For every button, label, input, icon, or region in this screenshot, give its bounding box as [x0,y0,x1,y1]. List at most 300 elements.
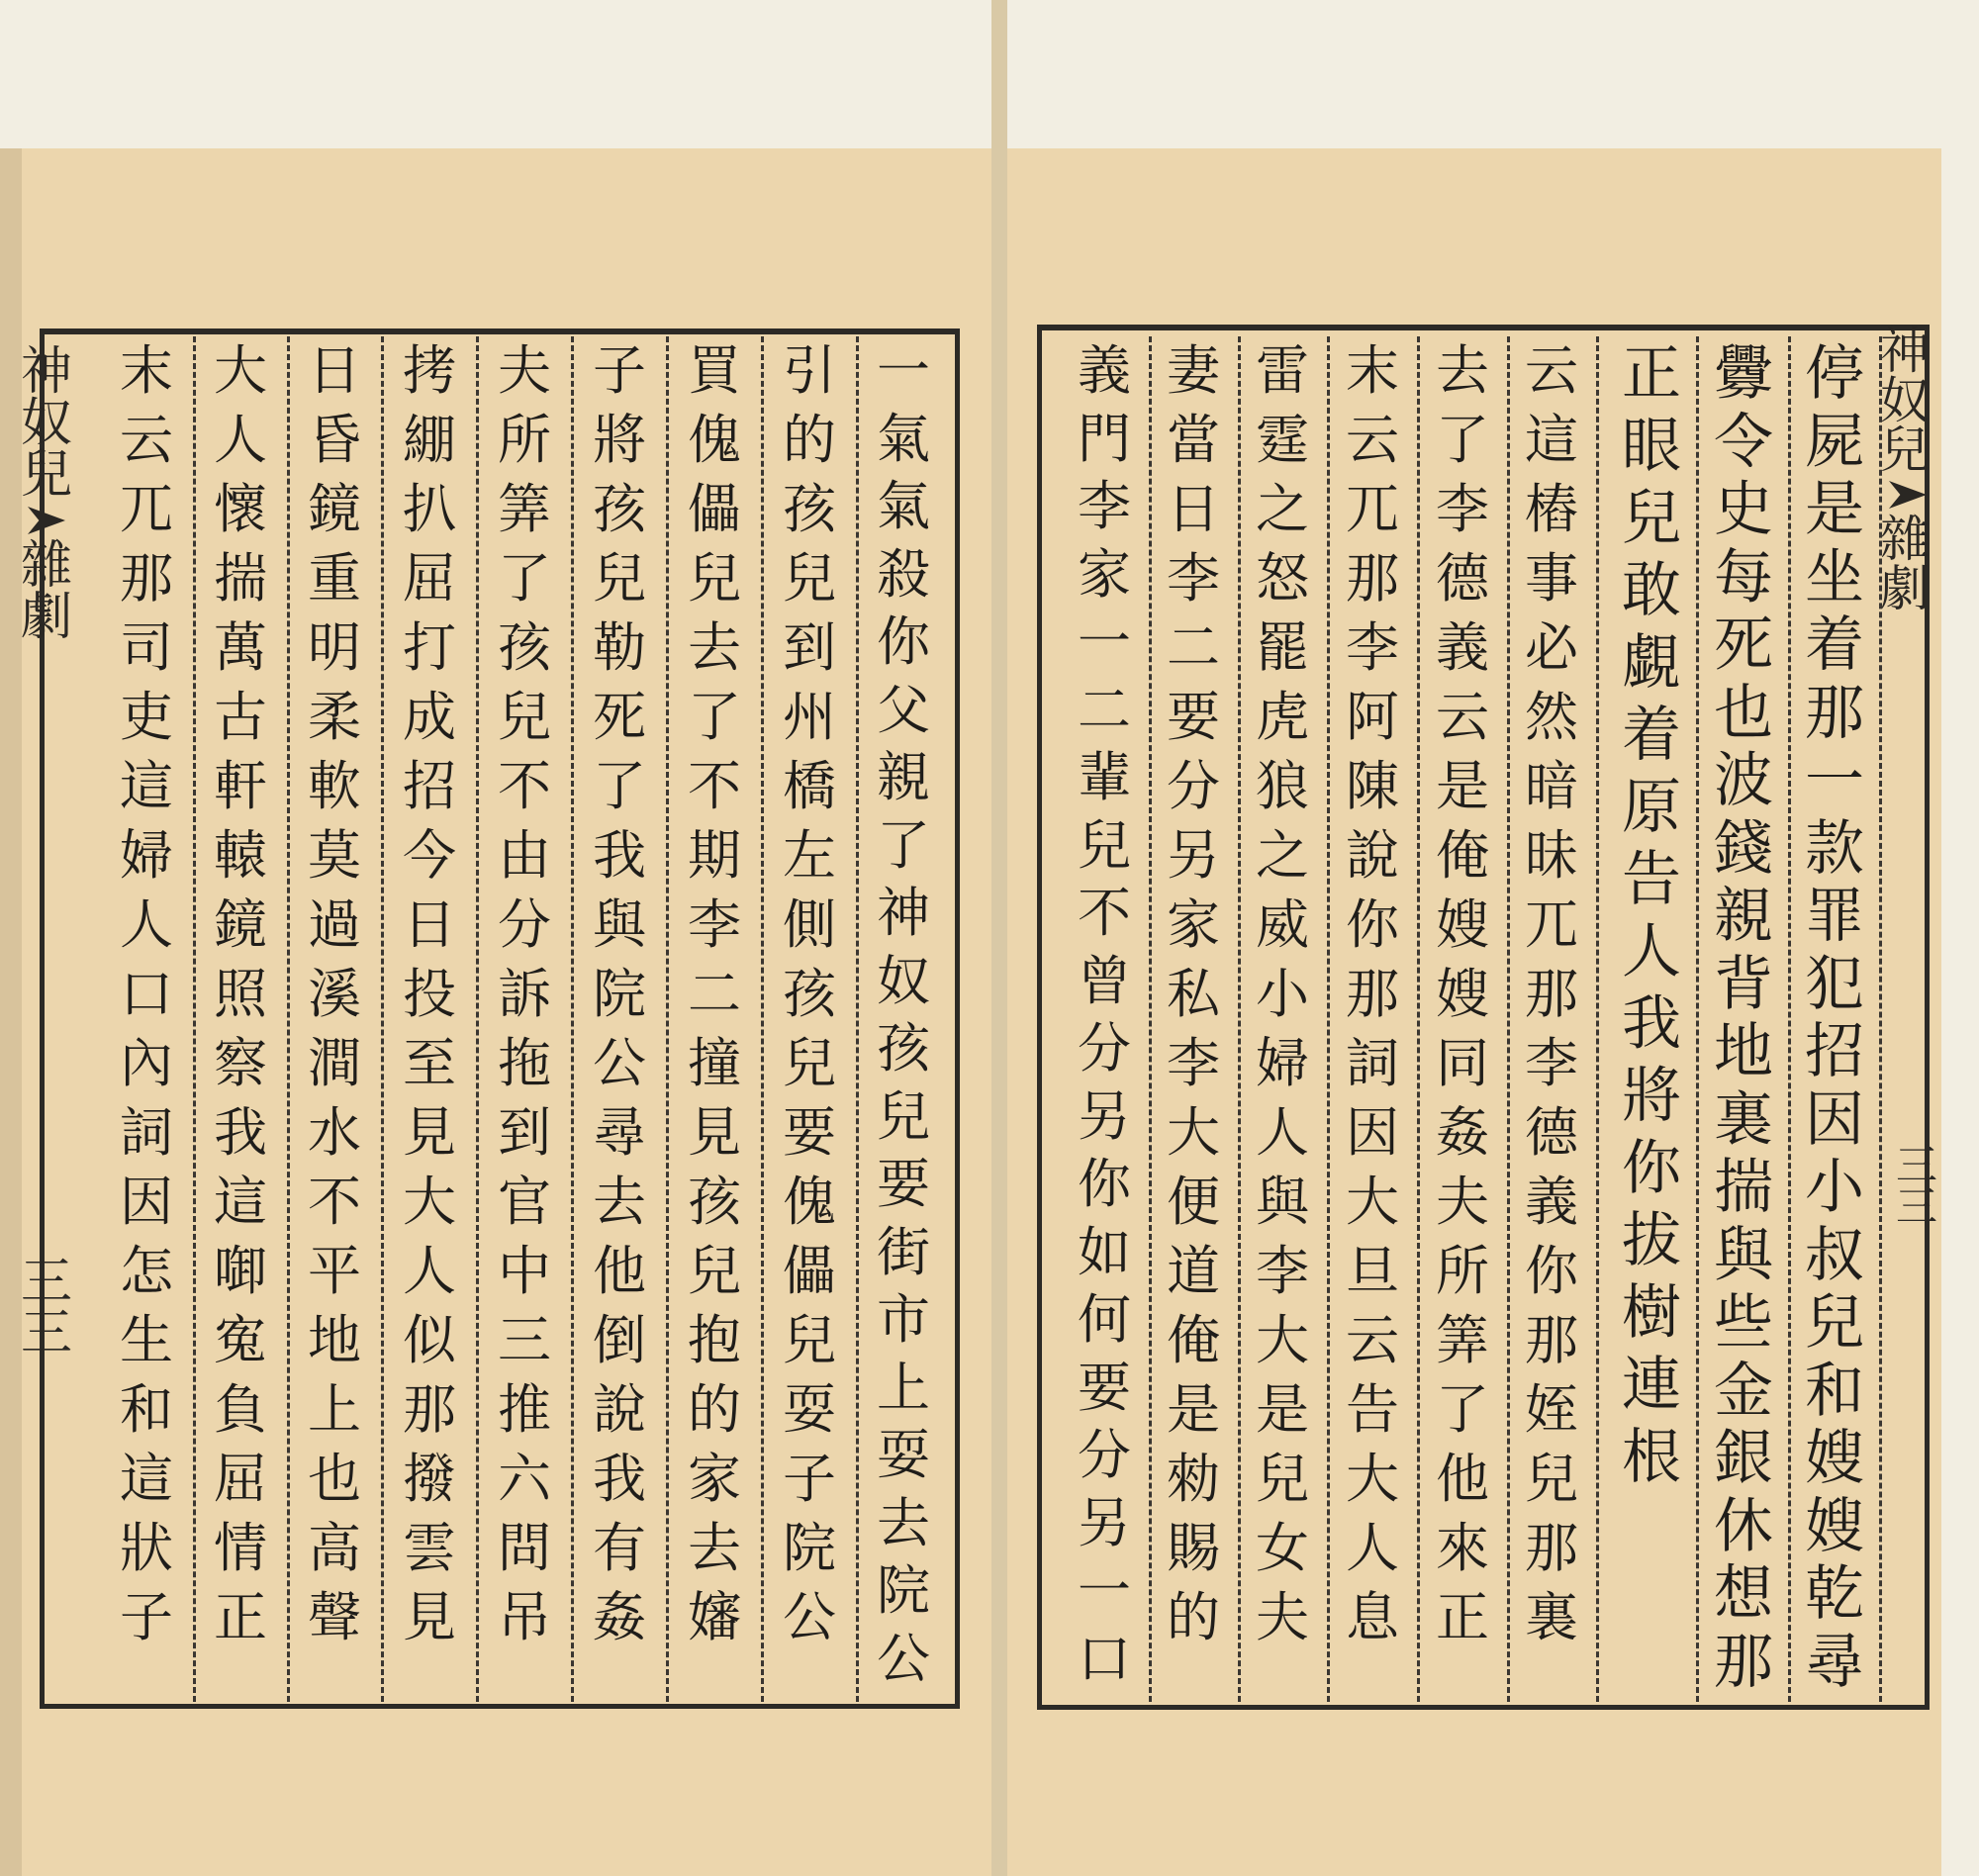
glyph: 婦 [120,824,173,887]
glyph: 輩 [1078,746,1131,808]
glyph: 子 [593,339,646,402]
glyph: 之 [1256,824,1309,887]
right-verse-column [1702,339,1785,1700]
glyph: 雲 [403,1517,456,1579]
glyph: 左 [783,824,836,887]
glyph: 想 [1714,1559,1773,1629]
glyph: 屍 [1805,407,1864,477]
glyph: 神 [877,882,930,944]
glyph: 孩 [498,616,551,679]
glyph: 門 [1078,407,1131,470]
glyph: 夫 [1436,1171,1489,1233]
glyph: 俺 [1436,824,1489,887]
glyph: 女 [1256,1517,1309,1579]
glyph: 大 [214,339,267,402]
glyph: 因 [120,1171,173,1233]
glyph: 也 [1714,678,1773,748]
column-rule [1327,336,1330,1702]
glyph: 那 [1346,547,1399,610]
glyph: 的 [1167,1586,1220,1648]
glyph: 不 [1078,882,1131,944]
glyph: 明 [308,616,361,679]
glyph: 人 [120,893,173,956]
glyph: 孩 [783,963,836,1025]
glyph: 兒 [1622,484,1681,553]
glyph: 那 [1714,1627,1773,1697]
glyph: 乾 [1805,1559,1864,1629]
glyph: 是 [1805,475,1864,544]
glyph: 打 [403,616,456,679]
glyph: 傀 [688,409,741,471]
glyph: 云 [1346,1309,1399,1371]
glyph: 殺 [877,542,930,606]
glyph: 筭 [498,478,551,540]
glyph: 父 [877,678,930,741]
glyph: 扒 [403,478,456,540]
glyph: 同 [1436,1032,1489,1094]
glyph: 訴 [498,963,551,1025]
glyph: 人 [214,409,267,471]
column-rule [1696,336,1699,1702]
glyph: 兒 [688,1240,741,1302]
column-rule [381,336,384,1702]
glyph: 古 [214,686,267,748]
glyph: 的 [783,409,836,471]
glyph: 停 [1805,339,1864,409]
glyph: 懷 [214,478,267,540]
glyph: 波 [1714,746,1773,815]
glyph: 道 [1167,1240,1220,1302]
column-rule [1417,336,1420,1702]
glyph: 這 [214,1171,267,1233]
glyph: 三 [21,1304,73,1363]
glyph: 兒 [1880,422,1930,479]
glyph: 兒 [783,1032,836,1094]
glyph: 拷 [403,339,456,402]
glyph: 了 [688,686,741,748]
right-text-column [1069,339,1140,1700]
glyph: 你 [1078,1153,1131,1215]
glyph: 李 [1346,616,1399,679]
glyph: 尋 [593,1101,646,1164]
glyph: 嫂 [1805,1424,1864,1493]
glyph: 尋 [1805,1627,1864,1697]
glyph: 嬸 [688,1586,741,1648]
fish-tail-mark-icon [28,507,65,534]
glyph: 兒 [783,547,836,610]
glyph: 犯 [1805,949,1864,1019]
glyph: 不 [688,755,741,817]
glyph: 要 [1167,686,1220,748]
left-text-column [394,339,465,1700]
glyph: 家 [1078,542,1131,606]
glyph: 我 [593,824,646,887]
right-verse-column [1793,339,1876,1700]
glyph: 筭 [1436,1309,1489,1371]
glyph: 詞 [120,1101,173,1164]
glyph: 大 [1256,1309,1309,1371]
column-rule [1596,336,1599,1702]
glyph: 一 [1078,1559,1131,1622]
glyph: 拖 [498,1032,551,1094]
glyph: 孩 [593,478,646,540]
glyph: 末 [120,339,173,402]
glyph: 婦 [1256,1032,1309,1094]
right-text-column [1158,339,1229,1700]
glyph: 我 [214,1101,267,1164]
glyph: 有 [593,1517,646,1579]
glyph: 着 [1805,610,1864,680]
glyph: 子 [783,1448,836,1510]
glyph: 人 [1622,917,1681,986]
glyph: 李 [1078,475,1131,537]
glyph: 那 [1525,1517,1578,1579]
glyph: 你 [1525,1240,1578,1302]
glyph: 負 [214,1378,267,1441]
glyph: 啣 [214,1240,267,1302]
glyph: 聲 [308,1586,361,1648]
glyph: 樹 [1622,1278,1681,1348]
glyph: 內 [120,1032,173,1094]
glyph: 水 [308,1101,361,1164]
glyph: 不 [308,1171,361,1233]
right-header-column [1880,323,1935,617]
glyph: 三 [498,1309,551,1371]
glyph: 連 [1622,1351,1681,1420]
glyph: 口 [1078,1627,1131,1690]
glyph: 將 [593,409,646,471]
glyph: 神 [21,342,73,402]
glyph: 院 [593,963,646,1025]
glyph: 是 [1436,755,1489,817]
glyph: 李 [1167,547,1220,610]
column-rule [761,336,764,1702]
column-rule [1507,336,1510,1702]
glyph: 分 [1167,755,1220,817]
glyph: 正 [1622,339,1681,409]
glyph: 去 [593,1171,646,1233]
glyph: 鏡 [214,893,267,956]
right-text-column [1337,339,1408,1700]
right-text-column [1427,339,1498,1700]
glyph: 一 [1805,746,1864,815]
glyph: 人 [403,1240,456,1302]
glyph: 和 [120,1378,173,1441]
left-edge-title [21,342,73,1363]
glyph: 六 [498,1448,551,1510]
glyph: 日 [308,339,361,402]
glyph: 雷 [1256,339,1309,402]
glyph: 州 [783,686,836,748]
glyph: 神 [1880,323,1930,380]
glyph: 告 [1346,1378,1399,1441]
glyph: 街 [877,1220,930,1283]
glyph: 屈 [214,1448,267,1510]
glyph: 虎 [1256,686,1309,748]
glyph: 他 [1436,1448,1489,1510]
glyph: 司 [120,616,173,679]
right-text-column [1516,339,1587,1700]
glyph: 根 [1622,1423,1681,1492]
column-rule [1238,336,1241,1702]
glyph: 正 [1436,1586,1489,1648]
glyph: 萬 [214,616,267,679]
glyph: 撥 [403,1448,456,1510]
glyph: 威 [1256,893,1309,956]
glyph: 情 [214,1517,267,1579]
glyph: 儡 [688,478,741,540]
glyph: 李 [1256,1240,1309,1302]
glyph: 你 [1346,893,1399,956]
glyph: 因 [1805,1084,1864,1155]
glyph: 察 [214,1032,267,1094]
glyph: 要 [783,1101,836,1164]
glyph: 院 [877,1559,930,1622]
left-edge-sub-text [21,536,73,647]
glyph: 的 [688,1378,741,1441]
glyph: 投 [403,963,456,1025]
glyph: 分 [498,893,551,956]
glyph: 曾 [1078,949,1131,1012]
glyph: 嫂 [1436,893,1489,956]
glyph: 劇 [1880,560,1930,617]
glyph: 重 [308,547,361,610]
glyph: 李 [1436,478,1489,540]
glyph: 過 [308,893,361,956]
glyph: 義 [1525,1171,1578,1233]
column-rule [1788,336,1791,1702]
glyph: 之 [1256,478,1309,540]
glyph: 去 [688,1517,741,1579]
glyph: 吏 [120,686,173,748]
glyph: 人 [1346,1517,1399,1579]
glyph: 款 [1805,813,1864,884]
glyph: 招 [403,755,456,817]
glyph: 側 [783,893,836,956]
glyph: 二 [1078,678,1131,741]
glyph: 坐 [1805,542,1864,612]
glyph: 阿 [1346,686,1399,748]
glyph: 了 [498,547,551,610]
glyph: 雜 [1880,511,1930,568]
glyph: 說 [1346,824,1399,887]
glyph: 大 [1167,1101,1220,1164]
glyph: 三 [21,1253,73,1312]
glyph: 休 [1714,1491,1773,1561]
glyph: 日 [403,893,456,956]
glyph: 李 [1167,1032,1220,1094]
glyph: 見 [403,1586,456,1648]
glyph: 了 [877,813,930,877]
glyph: 要 [877,1153,930,1215]
glyph: 裏 [1525,1586,1578,1648]
glyph: 公 [593,1032,646,1094]
glyph: 云 [1346,409,1399,471]
glyph: 另 [1078,1084,1131,1148]
glyph: 劇 [21,588,73,647]
glyph: 兀 [120,478,173,540]
left-text-column [679,339,750,1700]
glyph: 高 [308,1517,361,1579]
glyph: 今 [403,824,456,887]
glyph: 期 [688,824,741,887]
glyph: 了 [1436,409,1489,471]
glyph: 原 [1622,773,1681,842]
book-gutter [991,0,1007,1876]
glyph: 中 [498,1240,551,1302]
glyph: 死 [593,686,646,748]
glyph: 公 [783,1586,836,1648]
fish-tail-mark-icon [1889,481,1927,509]
glyph: 勒 [593,616,646,679]
glyph: 暗 [1525,755,1578,817]
glyph: 另 [1167,824,1220,887]
glyph: 德 [1436,547,1489,610]
glyph: 屈 [403,547,456,610]
glyph: 孩 [877,1017,930,1079]
right-header-title [1880,323,1935,479]
glyph: 儡 [783,1240,836,1302]
glyph: 錢 [1714,813,1773,884]
glyph: 兒 [1525,1448,1578,1510]
left-text-column [489,339,560,1700]
glyph: 狼 [1256,755,1309,817]
glyph: 要 [1078,1356,1131,1419]
glyph: 拔 [1622,1206,1681,1275]
glyph: 口 [120,963,173,1025]
glyph: 地 [1714,1017,1773,1086]
glyph: 日 [1167,478,1220,540]
glyph: 親 [877,746,930,808]
glyph: 兒 [498,686,551,748]
glyph: 必 [1525,616,1578,679]
glyph: 那 [1346,963,1399,1025]
left-text-column [584,339,655,1700]
glyph: 兒 [1256,1448,1309,1510]
glyph: 二 [1167,616,1220,679]
glyph: 義 [1436,616,1489,679]
glyph: 告 [1622,845,1681,914]
glyph: 奴 [1880,372,1930,429]
glyph: 小 [1256,963,1309,1025]
glyph: 溪 [308,963,361,1025]
glyph: 兒 [688,547,741,610]
column-rule [287,336,290,1702]
glyph: 德 [1525,1101,1578,1164]
glyph: 樁 [1525,478,1578,540]
glyph: 金 [1714,1356,1773,1426]
glyph: 將 [1622,1062,1681,1131]
glyph: 因 [1346,1101,1399,1164]
glyph: 李 [1525,1032,1578,1094]
glyph: 奴 [877,949,930,1012]
glyph: 子 [120,1586,173,1648]
glyph: 澗 [308,1032,361,1094]
glyph: 去 [877,1491,930,1554]
glyph: 親 [1714,882,1773,951]
glyph: 你 [1622,1134,1681,1203]
glyph: 上 [308,1378,361,1441]
glyph: 公 [877,1627,930,1690]
glyph: 夫 [1256,1586,1309,1648]
left-edge-title-text [21,342,73,505]
glyph: 地 [308,1309,361,1371]
glyph: 然 [1525,686,1578,748]
glyph: 姦 [1436,1101,1489,1164]
glyph: 背 [1714,949,1773,1019]
glyph: 嫂 [1805,1491,1864,1561]
glyph: 他 [593,1240,646,1302]
glyph: 兒 [593,547,646,610]
glyph: 氣 [877,475,930,537]
glyph: 去 [1436,339,1489,402]
glyph: 我 [1622,989,1681,1059]
glyph: 抱 [688,1309,741,1371]
glyph: 與 [1714,1220,1773,1290]
glyph: 孩 [688,1171,741,1233]
glyph: 平 [308,1240,361,1302]
glyph: 兒 [783,1309,836,1371]
column-rule [571,336,574,1702]
glyph: 那 [403,1378,456,1441]
glyph: 說 [593,1378,646,1441]
glyph: 賜 [1167,1517,1220,1579]
glyph: 每 [1714,542,1773,612]
glyph: 揣 [214,547,267,610]
column-rule [193,336,196,1702]
glyph: 釁 [1714,339,1773,409]
glyph: 引 [783,339,836,402]
glyph: 家 [688,1448,741,1510]
glyph: 家 [1167,893,1220,956]
glyph: 這 [120,1448,173,1510]
glyph: 似 [403,1309,456,1371]
glyph: 了 [1436,1378,1489,1441]
glyph: 昏 [308,409,361,471]
glyph: 綳 [403,409,456,471]
glyph: 市 [877,1288,930,1351]
glyph: 小 [1805,1153,1864,1222]
glyph: 買 [688,339,741,402]
glyph: 也 [308,1448,361,1510]
glyph: 旦 [1346,1240,1399,1302]
glyph: 裏 [1714,1084,1773,1155]
glyph: 那 [120,547,173,610]
glyph: 那 [1525,963,1578,1025]
glyph: 俺 [1167,1309,1220,1371]
glyph: 兒 [1805,1288,1864,1358]
glyph: 所 [1436,1240,1489,1302]
glyph: 了 [593,755,646,817]
glyph: 照 [214,963,267,1025]
glyph: 耍 [783,1378,836,1441]
glyph: 二 [688,963,741,1025]
glyph: 揣 [1714,1153,1773,1222]
glyph: 史 [1714,475,1773,544]
right-text-column [1247,339,1318,1700]
glyph: 所 [498,409,551,471]
glyph: 兒 [21,445,73,505]
column-rule [856,336,859,1702]
left-text-column [111,339,182,1700]
glyph: 到 [498,1101,551,1164]
glyph: 勑 [1167,1448,1220,1510]
glyph: 這 [1525,409,1578,471]
left-text-column [868,339,939,1700]
column-rule [1149,336,1152,1702]
glyph: 息 [1346,1586,1399,1648]
glyph: 見 [403,1101,456,1164]
